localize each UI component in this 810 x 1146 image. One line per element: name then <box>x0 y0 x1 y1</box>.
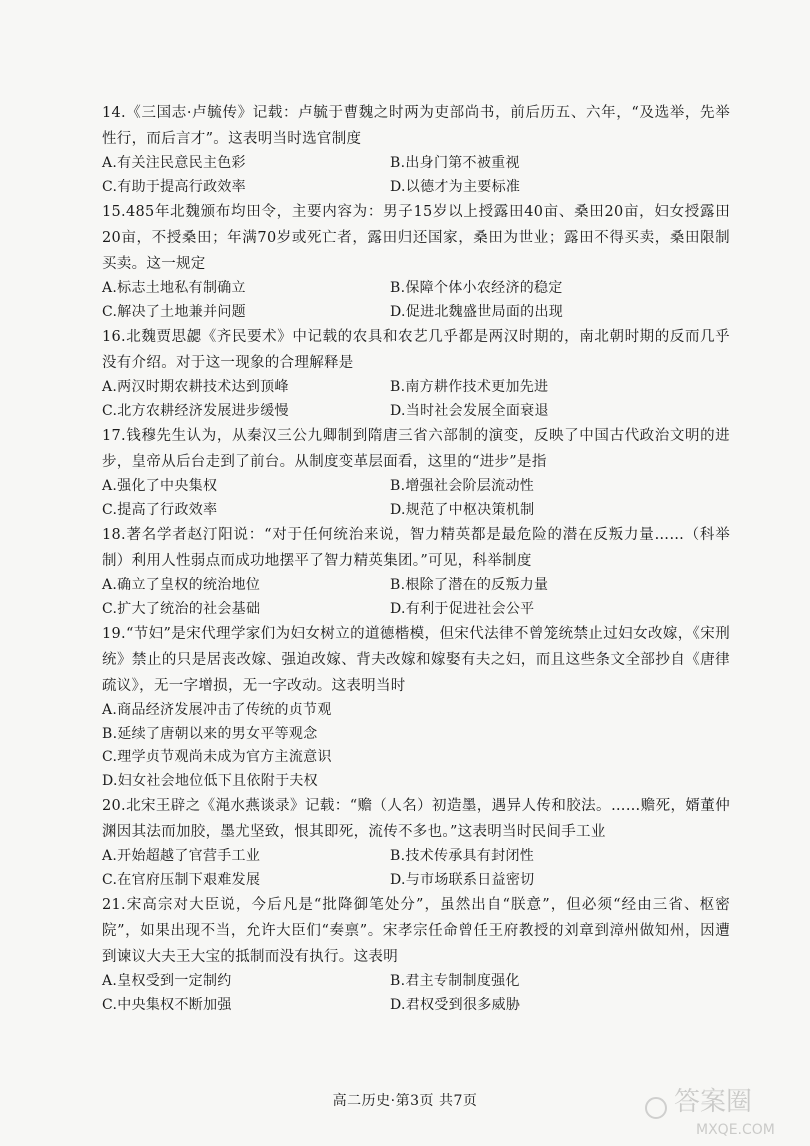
answer-option: C.解决了土地兼并问题 <box>102 303 246 320</box>
options-group <box>102 970 730 1017</box>
answer-option: C.在官府压制下艰难发展 <box>102 871 261 888</box>
answer-option: B.君主专制制度强化 <box>390 973 520 989</box>
answer-option: D.规范了中枢决策机制 <box>390 501 535 518</box>
answer-option: D.有利于促进社会公平 <box>390 600 535 617</box>
watermark-logo <box>636 1078 796 1140</box>
answer-option: B.延续了唐朝以来的男女平等观念 <box>102 725 318 742</box>
question-stem: 21.宋高宗对大臣说，今后凡是“批降御笔处分”，虽然出自“朕意”，但必须“经由三省、枢密院”，如果出现不当，允许大臣们“奏禀”。宋孝宗任命曾任王府教授的刘章到漳州做知州，因遭到谏议大夫王大宝的抵制而没有执行。这表明 <box>102 897 730 965</box>
question-block <box>102 199 730 324</box>
answer-option: A.开始超越了官营手工业 <box>102 848 261 864</box>
answer-option: B.南方耕作技术更加先进 <box>390 379 549 395</box>
options-group <box>102 699 730 793</box>
options-group <box>102 152 730 199</box>
question-stem: 17.钱穆先生认为，从秦汉三公九卿制到隋唐三省六部制的演变，反映了中国古代政治文明的进步，皇帝从后台走到了前台。从制度变革层面看，这里的“进步”是指 <box>102 428 730 470</box>
question-block <box>102 100 730 199</box>
options-group <box>102 277 730 324</box>
page-footer: 高二历史·第3页 共7页 <box>332 1093 478 1109</box>
question-stem: 18.著名学者赵汀阳说：“对于任何统治来说，智力精英都是最危险的潜在反叛力量……（科举制）利用人性弱点而成功地摆平了智力精英集团。”可见，科举制度 <box>102 527 730 569</box>
answer-option: C.提高了行政效率 <box>102 501 218 518</box>
answer-option: D.与市场联系日益密切 <box>390 871 535 888</box>
question-block <box>102 423 730 522</box>
watermark-text: 答案圈 <box>674 1087 753 1117</box>
answer-option: B.根除了潜在的反叛力量 <box>390 577 549 593</box>
answer-option: D.促进北魏盛世局面的出现 <box>390 303 564 320</box>
question-block <box>102 621 730 793</box>
answer-option: D.以德才为主要标准 <box>390 178 521 195</box>
options-group <box>102 845 730 892</box>
options-group <box>102 574 730 621</box>
answer-option: D.君权受到很多威胁 <box>390 996 521 1013</box>
answer-option: A.两汉时期农耕技术达到顶峰 <box>102 379 289 395</box>
answer-option: A.确立了皇权的统治地位 <box>102 577 261 593</box>
answer-option: B.保障个体小农经济的稳定 <box>390 280 563 296</box>
question-stem: 19.“节妇”是宋代理学家们为妇女树立的道德楷模，但宋代法律不曾笼统禁止过妇女改嫁，《宋刑统》禁止的只是居丧改嫁、强迫改嫁、背夫改嫁和嫁娶有夫之妇，而且这些条文全部抄自《唐律疏议》，无一字增损，无一字改动。这表明当时 <box>102 626 730 694</box>
answer-option: A.强化了中央集权 <box>102 478 218 494</box>
question-stem: 15.485年北魏颁布均田令，主要内容为：男子15岁以上授露田40亩、桑田20亩，妇女授露田20亩，不授桑田；年满70岁或死亡者，露田归还国家，桑田为世业；露田不得买卖，桑田限制买卖。这一规定 <box>102 204 730 272</box>
answer-option: B.技术传承具有封闭性 <box>390 848 535 864</box>
options-group <box>102 475 730 522</box>
question-stem: 20.北宋王辟之《渑水燕谈录》记载：“赡（人名）初造墨，遇异人传和胶法。……赡死，婿董仲渊因其法而加胶，墨尤坚致，恨其即死，流传不多也。”这表明当时民间手工业 <box>102 798 730 840</box>
answer-option: C.扩大了统治的社会基础 <box>102 600 261 617</box>
answer-option: A.皇权受到一定制约 <box>102 973 232 989</box>
answer-option: A.标志土地私有制确立 <box>102 280 246 296</box>
question-stem: 14.《三国志·卢毓传》记载：卢毓于曹魏之时两为吏部尚书，前后历五、六年，“及选举，先举性行，而后言才”。这表明当时选官制度 <box>102 105 730 147</box>
answer-option: D.妇女社会地位低下且依附于夫权 <box>102 772 318 789</box>
question-block <box>102 324 730 423</box>
question-block <box>102 892 730 1017</box>
question-block <box>102 522 730 621</box>
options-group <box>102 376 730 423</box>
answer-option: C.有助于提高行政效率 <box>102 178 246 195</box>
watermark-url: MXQE.COM <box>696 1122 775 1138</box>
answer-option: B.增强社会阶层流动性 <box>390 478 535 494</box>
answer-option: B.出身门第不被重视 <box>390 155 520 171</box>
question-stem: 16.北魏贾思勰《齐民要术》中记载的农具和农艺几乎都是两汉时期的，南北朝时期的反而几乎没有介绍。对于这一现象的合理解释是 <box>102 329 730 371</box>
question-block <box>102 793 730 892</box>
answer-option: C.理学贞节观尚未成为官方主流意识 <box>102 749 332 765</box>
exam-page-content <box>102 100 730 1017</box>
answer-option: C.中央集权不断加强 <box>102 996 232 1013</box>
watermark-icon <box>646 1098 666 1118</box>
answer-option: D.当时社会发展全面衰退 <box>390 402 549 419</box>
answer-option: A.商品经济发展冲击了传统的贞节观 <box>102 702 332 718</box>
answer-option: C.北方农耕经济发展进步缓慢 <box>102 402 289 419</box>
answer-option: A.有关注民意民主色彩 <box>102 155 246 171</box>
